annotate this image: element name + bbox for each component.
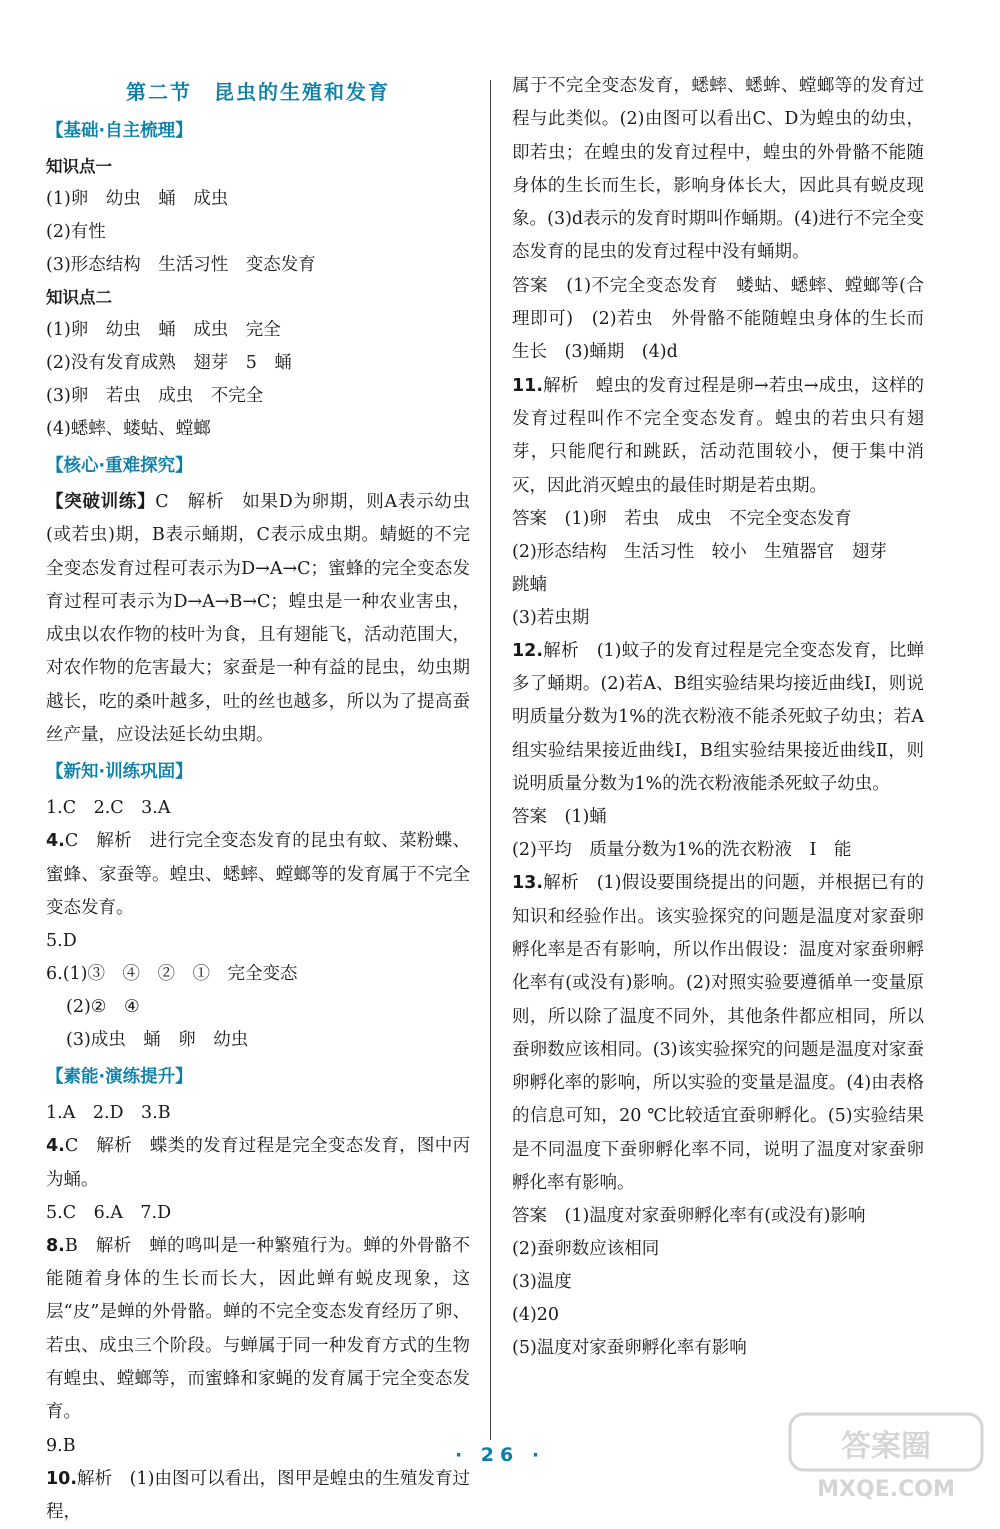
kp1-line: (1)卵 幼虫 蛹 成虫 [46, 189, 229, 209]
kp1-line: (3)形态结构 生活习性 变态发育 [46, 255, 316, 275]
answer-line: (3)成虫 蛹 卵 幼虫 [66, 1030, 249, 1051]
kp2-line: (1)卵 幼虫 蛹 成虫 完全 [46, 320, 281, 340]
question-item [512, 370, 924, 503]
kp2-line: (2)没有发育成熟 翅芽 5 蛹 [46, 353, 292, 373]
answer-line: (2)平均 质量分数为1%的洗衣粉液 Ⅰ 能 [512, 840, 852, 861]
watermark-logo [786, 1408, 986, 1504]
question-number: 12. [512, 640, 544, 661]
question-text: 解析 (1)由图可以看出，图甲是蝗虫的生殖发育过程， [46, 1468, 470, 1522]
page-title: 第二节 昆虫的生殖和发育 [126, 80, 390, 104]
question-item [46, 1463, 470, 1529]
breakthrough-item [46, 486, 470, 752]
question-text-continued: 属于不完全变态发育，蟋蟀、蟋蛑、螳螂等的发育过程与此类似。(2)由图可以看出C、D为蝗虫的幼虫，即若虫；在蝗虫的发育过程中，蝗虫的外骨骼不能随身体的生长而生长，影响身体长大，因此具有蜕皮现象。(3)d表示的发育时期叫作蛹期。(4)进行不完全变态发育的昆虫的发育过程中没有蛹期。 [512, 76, 924, 263]
question-text: 解析 蝗虫的发育过程是卵→若虫→成虫，这样的发育过程叫作不完全变态发育。蝗虫的若虫只有翅芽，只能爬行和跳跃，活动范围较小，便于集中消灭，因此消灭蝗虫的最佳时期是若虫期。 [512, 375, 924, 496]
page-number: · 26 · [454, 1444, 546, 1466]
question-item [46, 1130, 470, 1197]
knowledge-point-2: 知识点二 [46, 288, 112, 307]
answer-line: (2)形态结构 生活习性 较小 生殖器官 翅芽 [512, 541, 887, 562]
section-ability: 【素能·演练提升】 [46, 1067, 193, 1088]
kp2-line: (4)蟋蟀、蝼蛄、螳螂 [46, 419, 211, 439]
question-text: C 解析 蝶类的发育过程是完全变态发育，图中丙为蛹。 [46, 1136, 470, 1190]
column-divider [490, 80, 491, 1440]
question-text: C 解析 进行完全变态发育的昆虫有蚊、菜粉蝶、蜜蜂、家蚕等。蝗虫、蟋蟀、螳螂等的发育属于不完全变态发育。 [46, 831, 470, 918]
kp2-line: (3)卵 若虫 成虫 不完全 [46, 386, 264, 406]
question-item [46, 1230, 470, 1430]
question-text: 解析 (1)假设要围绕提出的问题，并根据已有的知识和经验作出。该实验探究的问题是温度对家蚕卵孵化率是否有影响，所以作出假设：温度对家蚕卵孵化率有(或没有)影响。(2)对照实验要遵循单一变量原则，所以除了温度不同外，其他条件都应相同，所以蚕卵数应该相同。(3)该实验探究的问题是温度对家蚕卵孵化率的影响，所以实验的变量是温度。(4)由表格的信息可知，20 ℃比较适宜蚕卵孵化。(5)实验结果是不同温度下蚕卵孵化率不同，说明了温度对家蚕卵孵化率有影响。 [512, 873, 924, 1194]
answer-line: 1.C 2.C 3.A [46, 798, 171, 819]
answer-line: (2)蚕卵数应该相同 [512, 1239, 660, 1260]
section-basic: 【基础·自主梳理】 [46, 121, 193, 141]
answer-line: 5.D [46, 931, 77, 952]
question-item [512, 635, 924, 801]
answer-line: 答案 (1)蛹 [512, 807, 607, 828]
question-item [46, 825, 470, 925]
answer-line: 答案 (1)温度对家蚕卵孵化率有(或没有)影响 [512, 1206, 866, 1227]
section-new: 【新知·训练巩固】 [46, 762, 193, 783]
question-number: 13. [512, 873, 544, 894]
question-number: 8. [46, 1235, 65, 1256]
answer-line: (3)若虫期 [512, 607, 590, 628]
knowledge-point-1: 知识点一 [46, 157, 112, 176]
question-text: B 解析 蝉的鸣叫是一种繁殖行为。蝉的外骨骼不能随着身体的生长而长大，因此蝉有蜕皮现象，这层“皮”是蝉的外骨骼。蝉的不完全变态发育经历了卵、若虫、成虫三个阶段。与蝉属于同一种发育方式的生物有蝗虫、螳螂等，而蜜蜂和家蝇的发育属于完全变态发育。 [46, 1235, 470, 1423]
section-core: 【核心·重难探究】 [46, 456, 193, 476]
question-text: 解析 (1)蚊子的发育过程是完全变态发育，比蝉多了蛹期。(2)若A、B组实验结果均接近曲线Ⅰ，则说明质量分数为1%的洗衣粉液不能杀死蚊子幼虫；若A组实验结果接近曲线Ⅰ，B组实验结果接近曲线Ⅱ，则说明质量分数为1%的洗衣粉液能杀死蚊子幼虫。 [512, 640, 924, 795]
question-number: 10. [46, 1468, 78, 1489]
question-item [512, 867, 924, 1200]
svg-text:答案圈: 答案圈 [841, 1429, 931, 1464]
question-number: 11. [512, 375, 544, 396]
right-column [512, 70, 924, 1365]
left-column [46, 70, 470, 1529]
answer-line: (5)温度对家蚕卵孵化率有影响 [512, 1338, 747, 1359]
watermark-text: MXQE.COM [817, 1477, 955, 1502]
answer-line: 1.A 2.D 3.B [46, 1103, 171, 1124]
breakthrough-tag: 【突破训练】 [46, 492, 156, 512]
kp1-line: (2)有性 [46, 222, 106, 242]
answer-line: 9.B [46, 1435, 76, 1456]
answer-line: 6.(1)③ ④ ② ① 完全变态 [46, 964, 298, 985]
answer-block: 答案 (1)不完全变态发育 蝼蛄、蟋蟀、螳螂等(合理即可) (2)若虫 外骨骼不能随蝗虫身体的生长而生长 (3)蛹期 (4)d [512, 275, 924, 363]
answer-line: (2)② ④ [66, 997, 140, 1018]
answer-line: 5.C 6.A 7.D [46, 1202, 172, 1223]
breakthrough-text: C 解析 如果D为卵期，则A表示幼虫(或若虫)期，B表示蛹期，C表示成虫期。蜻蜓的不完全变态发育过程可表示为D→A→C；蜜蜂的完全变态发育过程可表示为D→A→B→C；蝗虫是一种农业害虫，成虫以农作物的枝叶为食，且有翅能飞，活动范围大，对农作物的危害最大；家蚕是一种有益的昆虫，幼虫期越长，吃的桑叶越多，吐的丝也越多，所以为了提高蚕丝产量，应设法延长幼虫期。 [46, 492, 471, 746]
answer-line: 跳蝻 [512, 574, 547, 595]
answer-line: 答案 (1)卵 若虫 成虫 不完全变态发育 [512, 508, 852, 529]
answer-line: (4)20 [512, 1305, 560, 1326]
question-number: 4. [46, 831, 65, 852]
answer-line: (3)温度 [512, 1272, 572, 1293]
question-number: 4. [46, 1136, 65, 1157]
